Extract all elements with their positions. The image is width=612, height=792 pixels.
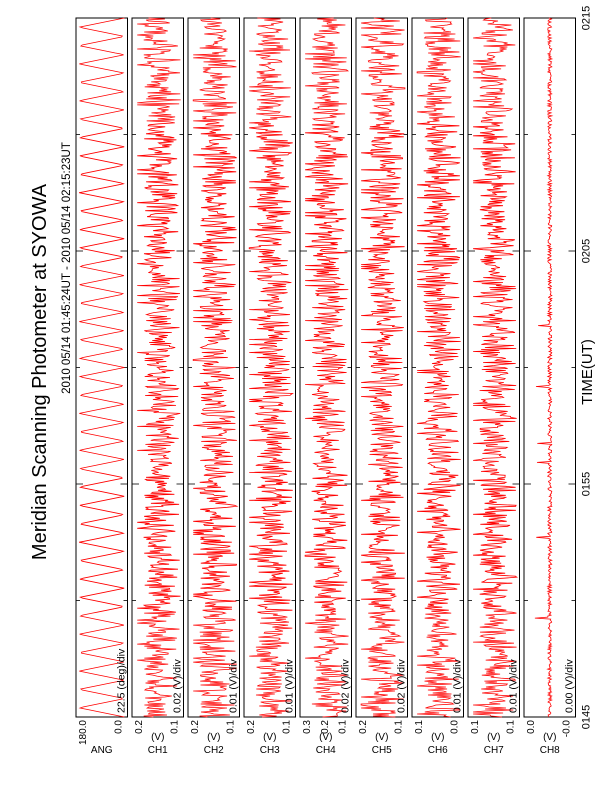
- panel-scale-label: 0.01 (V)/div: [451, 659, 464, 713]
- panel-name-ch1: CH1: [147, 745, 168, 756]
- panel-name-ch4: CH4: [315, 745, 336, 756]
- series-line-ch5: [361, 18, 405, 717]
- panel-scale-label: 22.5 (deg)/div: [115, 648, 128, 713]
- panel-scale-label: 0.01 (V)/div: [507, 659, 520, 713]
- y-tick-label: 0.1: [393, 720, 405, 734]
- panel-unit: (V): [151, 732, 165, 743]
- panel-unit: (V): [487, 732, 501, 743]
- y-tick-label: 0.1: [505, 720, 517, 734]
- series-line-ch8: [535, 18, 552, 717]
- panel-scale-label: 0.02 (V)/div: [395, 659, 408, 713]
- x-axis-label: TIME(UT): [579, 339, 596, 405]
- x-tick-label: 0215: [580, 5, 593, 31]
- panels-group: [76, 6, 593, 756]
- y-tick-label: 0.1: [281, 720, 293, 734]
- panel-unit: (V): [375, 732, 389, 743]
- y-tick-label: 0.2: [358, 720, 369, 734]
- series-line-ch1: [137, 18, 181, 717]
- panel-unit: (V): [319, 732, 333, 743]
- panel-scale-label: 0.02 (V)/div: [339, 659, 352, 713]
- series-line-ang: [79, 18, 124, 717]
- series-line-ch2: [193, 18, 237, 717]
- panel-scale-label: 0.02 (V)/div: [171, 659, 184, 713]
- panel-unit: (V): [543, 732, 557, 743]
- y-tick-label: 0.2: [134, 720, 145, 734]
- panel-name-ch5: CH5: [371, 745, 392, 756]
- y-tick-label: 0.1: [414, 720, 425, 734]
- series-line-ch6: [417, 18, 461, 717]
- y-tick-label: 0.1: [225, 720, 237, 734]
- y-tick-label: 0.1: [337, 720, 349, 734]
- y-tick-label: 0.2: [246, 720, 257, 734]
- series-line-ch3: [249, 18, 293, 717]
- y-tick-label: 0.2: [319, 720, 331, 734]
- y-tick-label: 0.0: [113, 720, 125, 734]
- x-tick-label: 0145: [580, 704, 593, 730]
- chart-subtitle: 2010 05/14 01:45:24UT - 2010 05/14 02:15:23UT: [61, 142, 73, 394]
- y-tick-label: 0.1: [470, 720, 481, 734]
- y-tick-label: 0.0: [526, 720, 537, 734]
- panel-unit: (V): [431, 732, 445, 743]
- y-tick-label: 0.1: [169, 720, 181, 734]
- series-line-ch4: [305, 18, 349, 717]
- x-tick-label: 0155: [580, 471, 593, 497]
- panel-unit: (V): [263, 732, 277, 743]
- chart-title: Meridian Scanning Photometer at SYOWA: [29, 183, 51, 561]
- y-tick-label: 180.0: [78, 720, 89, 746]
- series-line-ch7: [473, 18, 517, 717]
- panel-name-ch2: CH2: [203, 745, 224, 756]
- panel-name-ch3: CH3: [259, 745, 280, 756]
- panel-name-ang: ANG: [90, 745, 113, 756]
- panel-name-ch6: CH6: [427, 745, 448, 756]
- panel-scale-label: 0.00 (V)/div: [563, 659, 576, 713]
- x-tick-label: 0205: [580, 238, 593, 264]
- panel-name-ch7: CH7: [483, 745, 504, 756]
- panel-scale-label: 0.01 (V)/div: [227, 659, 240, 713]
- y-tick-label: -0.0: [561, 720, 573, 738]
- y-tick-label: 0.3: [302, 720, 313, 734]
- y-tick-label: 0.2: [190, 720, 201, 734]
- panel-name-ch8: CH8: [539, 745, 560, 756]
- panel-unit: (V): [207, 732, 221, 743]
- panel-frame-ch4: [300, 18, 352, 717]
- y-tick-label: 0.0: [449, 720, 461, 734]
- panel-scale-label: 0.01 (V)/div: [283, 659, 296, 713]
- panel-frame-ang: [76, 18, 128, 717]
